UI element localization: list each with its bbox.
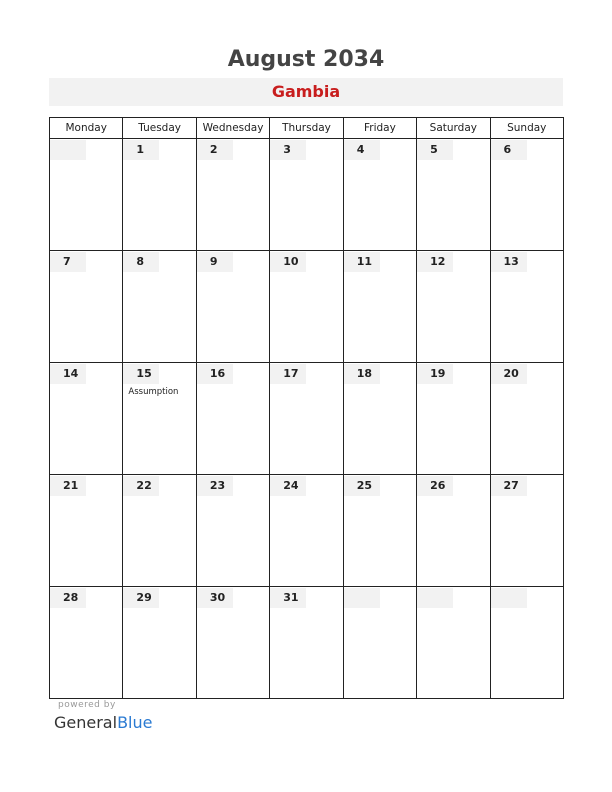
week-row <box>50 363 564 475</box>
day-number: 12 <box>417 252 453 272</box>
day-number: 29 <box>123 588 159 608</box>
day-number: 23 <box>197 476 233 496</box>
day-number <box>50 140 86 160</box>
week-row <box>50 587 564 699</box>
weekday-header: Sunday <box>490 118 563 139</box>
day-cell <box>417 475 490 587</box>
holiday-label: Assumption <box>128 387 179 397</box>
day-cell <box>196 251 269 363</box>
day-number <box>491 588 527 608</box>
day-cell <box>196 363 269 475</box>
day-cell <box>196 139 269 251</box>
day-cell <box>270 363 343 475</box>
day-number: 13 <box>491 252 527 272</box>
weekday-header-row <box>50 118 564 139</box>
powered-by-text: powered by <box>58 700 116 710</box>
day-number: 30 <box>197 588 233 608</box>
day-cell <box>50 363 123 475</box>
day-cell <box>123 251 196 363</box>
day-number: 20 <box>491 364 527 384</box>
day-number <box>417 588 453 608</box>
weekday-header: Wednesday <box>196 118 269 139</box>
weekday-header: Saturday <box>417 118 490 139</box>
day-number: 5 <box>417 140 453 160</box>
day-number: 28 <box>50 588 86 608</box>
day-number: 3 <box>270 140 306 160</box>
day-number: 21 <box>50 476 86 496</box>
day-number: 10 <box>270 252 306 272</box>
day-number: 27 <box>491 476 527 496</box>
brand-logo <box>54 713 152 732</box>
weekday-header: Tuesday <box>123 118 196 139</box>
day-cell <box>417 587 490 699</box>
day-cell <box>123 139 196 251</box>
week-row <box>50 475 564 587</box>
day-number: 7 <box>50 252 86 272</box>
day-cell <box>270 475 343 587</box>
day-number: 15 <box>123 364 159 384</box>
day-cell <box>490 251 563 363</box>
day-cell <box>343 139 416 251</box>
day-cell <box>50 251 123 363</box>
day-number: 1 <box>123 140 159 160</box>
day-number <box>344 588 380 608</box>
day-cell <box>490 587 563 699</box>
day-number: 6 <box>491 140 527 160</box>
day-number: 31 <box>270 588 306 608</box>
day-cell <box>490 139 563 251</box>
day-number: 16 <box>197 364 233 384</box>
day-number: 2 <box>197 140 233 160</box>
calendar-title: August 2034 <box>227 47 385 72</box>
day-cell <box>417 363 490 475</box>
day-cell <box>270 139 343 251</box>
day-number: 17 <box>270 364 306 384</box>
week-row <box>50 251 564 363</box>
day-cell <box>343 587 416 699</box>
day-cell <box>417 139 490 251</box>
day-cell <box>123 363 196 475</box>
day-cell <box>50 139 123 251</box>
country-name: Gambia <box>49 78 563 106</box>
day-cell <box>123 475 196 587</box>
day-number: 4 <box>344 140 380 160</box>
day-cell <box>343 363 416 475</box>
weekday-header: Thursday <box>270 118 343 139</box>
day-cell <box>196 475 269 587</box>
day-cell <box>50 587 123 699</box>
day-cell <box>490 475 563 587</box>
day-cell <box>123 587 196 699</box>
day-cell <box>343 251 416 363</box>
brand-name-part1: General <box>54 713 118 732</box>
calendar-grid <box>49 117 564 699</box>
day-number: 8 <box>123 252 159 272</box>
day-cell <box>196 587 269 699</box>
day-number: 24 <box>270 476 306 496</box>
day-cell <box>417 251 490 363</box>
day-number: 26 <box>417 476 453 496</box>
day-cell <box>343 475 416 587</box>
day-number: 18 <box>344 364 380 384</box>
day-number: 25 <box>344 476 380 496</box>
day-cell <box>270 587 343 699</box>
day-cell <box>270 251 343 363</box>
day-cell <box>490 363 563 475</box>
day-number: 9 <box>197 252 233 272</box>
week-row <box>50 139 564 251</box>
day-cell <box>50 475 123 587</box>
day-number: 11 <box>344 252 380 272</box>
day-number: 22 <box>123 476 159 496</box>
day-number: 19 <box>417 364 453 384</box>
day-number: 14 <box>50 364 86 384</box>
brand-name-part2: Blue <box>117 713 153 732</box>
weekday-header: Monday <box>50 118 123 139</box>
weekday-header: Friday <box>343 118 416 139</box>
